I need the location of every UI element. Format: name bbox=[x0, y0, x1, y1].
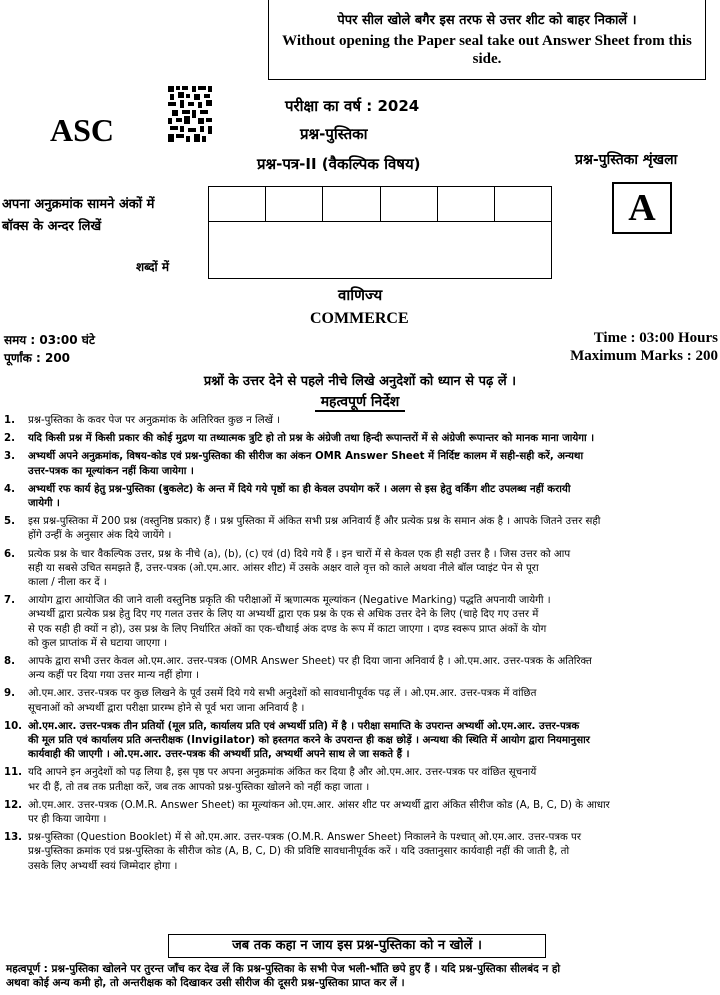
roll-number-digit-boxes[interactable] bbox=[208, 186, 552, 222]
roll-digit-box[interactable] bbox=[266, 187, 323, 221]
instruction-item bbox=[4, 414, 720, 428]
instruction-number: 9. bbox=[4, 688, 15, 700]
instructions-heading-wrap bbox=[0, 391, 720, 411]
time-marks-english bbox=[570, 329, 718, 365]
instruction-item bbox=[4, 432, 720, 446]
do-not-open-box: जब तक कहा न जाय इस प्रश्न-पुस्तिका को न खोलें । bbox=[168, 934, 546, 958]
instruction-number: 5. bbox=[4, 516, 15, 528]
roll-digit-box[interactable] bbox=[209, 187, 266, 221]
time-marks-hindi bbox=[4, 331, 95, 367]
exam-code: ASC bbox=[50, 112, 115, 148]
instruction-number: 1. bbox=[4, 415, 15, 426]
instruction-text: ओ.एम.आर. उत्तर-पत्रक तीन प्रतियों (मूल प्रति, कार्यालय प्रति एवं अभ्यर्थी प्रति) में है । परीक्षा समाप्ति के उपरान्त अभ्यर्थी ओ.एम.आर. उत्तर-पत्रक की मूल प्रति एवं कार्यालय प्रति अन्तरीक्षक (Invigilator) को हस्तगत करने के उपरान्त ही कक्ष छोड़ें । अन्यथा की स्थिति में आयोग द्वारा नियमानुसार कार्यवाही की जाएगी । ओ.एम.आर. उत्तर-पत्रक की अभ्यर्थी प्रति, अभ्यर्थी अपने साथ ले जा सकते हैं । bbox=[28, 720, 590, 761]
instruction-number: 8. bbox=[4, 656, 15, 668]
roll-digit-box[interactable] bbox=[495, 187, 551, 221]
instruction-text: यदि आपने इन अनुदेशों को पढ़ लिया है, इस पृष्ठ पर अपना अनुक्रमांक अंकित कर दिया है और ओ.एम.आर. उत्तर-पत्रक पर वांछित सूचनायें भर दी हैं, तो तब तक प्रतीक्षा करें, जब तक आपको प्रश्न-पुस्तिका खोलने को नहीं कहा जाता । bbox=[28, 767, 537, 793]
instructions-list bbox=[4, 414, 720, 878]
instruction-text: यदि किसी प्रश्न में किसी प्रकार की कोई मुद्रण या तथ्यात्मक त्रुटि हो तो प्रश्न के अंग्रेजी तथा हिन्दी रूपान्तरों में से अंग्रेजी रूपान्तर को मानक माना जायेगा । bbox=[28, 433, 595, 445]
seal-note-hindi: पेपर सील खोले बगैर इस तरफ से उत्तर शीट को बाहर निकालें । bbox=[337, 13, 637, 28]
roll-digit-box[interactable] bbox=[438, 187, 495, 221]
instruction-number: 3. bbox=[4, 451, 15, 463]
booklet-title: प्रश्न-पुस्तिका bbox=[300, 125, 368, 143]
instruction-text: प्रश्न-पुस्तिका के कवर पेज पर अनुक्रमांक के अतिरिक्त कुछ न लिखें । bbox=[28, 415, 281, 426]
instruction-number: 6. bbox=[4, 548, 15, 560]
instruction-text: आयोग द्वारा आयोजित की जाने वाली वस्तुनिष्ठ प्रकृति की परीक्षाओं में ऋणात्मक मूल्यांकन (Negative Marking) पद्धति अपनायी जायेगी । अभ्यर्थी द्वारा प्रत्येक प्रश्न हेतु दिए गए गलत उत्तर के लिए या अभ्यर्थी द्वारा एक प्रश्न के एक से अधिक उत्तर देने के लिए (चाहे दिए गए उत्तर में से एक सही ही क्यों न हो), उस प्रश्न के लिए निर्धारित अंकों का एक-चौथाई अंक दण्ड के रूप में काटा जाएगा । दण्ड स्वरूप प्राप्त अंकों के योग को कुल प्राप्तांक में से घटाया जाएगा । bbox=[28, 595, 551, 649]
series-label: प्रश्न-पुस्तिका शृंखला bbox=[575, 152, 678, 168]
instruction-text: ओ.एम.आर. उत्तर-पत्रक पर कुछ लिखने के पूर्व उसमें दिये गये सभी अनुदेशों को सावधानीपूर्वक पढ़ लें । ओ.एम.आर. उत्तर-पत्रक में वांछित सूचनाओं को अभ्यर्थी द्वारा परीक्षा प्रारम्भ होने से पूर्व भरा जाना अनिवार्य है । bbox=[28, 688, 537, 714]
instruction-item bbox=[4, 655, 720, 683]
instruction-item bbox=[4, 799, 720, 827]
footer-important-note: महत्वपूर्ण : प्रश्न-पुस्तिका खोलने पर तुरन्त जाँच कर देख लें कि प्रश्न-पुस्तिका के सभी पेज भली-भाँति छपे हुए हैं । यदि प्रश्न-पुस्तिका सीलबंद न हो अथवा कोई अन्य कमी हो, तो अन्तरीक्षक को दिखाकर उसी सीरीज की दूसरी प्रश्न-पुस्तिका प्राप्त कर लें । bbox=[6, 963, 561, 989]
instruction-text: ओ.एम.आर. उत्तर-पत्रक (O.M.R. Answer Sheet) का मूल्यांकन ओ.एम.आर. आंसर शीट पर अभ्यर्थी द्वारा अंकित सीरीज कोड (A, B, C, D) के आधार पर ही किया जायेगा । bbox=[28, 799, 610, 826]
roll-number-label bbox=[2, 194, 154, 238]
read-instructions-note: प्रश्नों के उत्तर देने से पहले नीचे लिखे अनुदेशों को ध्यान से पढ़ लें । bbox=[203, 374, 517, 389]
seal-note-box bbox=[268, 0, 706, 80]
roll-digit-box[interactable] bbox=[323, 187, 380, 221]
roll-number-label-line1: अपना अनुक्रमांक सामने अंकों में bbox=[2, 197, 155, 212]
instructions-heading: महत्वपूर्ण निर्देश bbox=[315, 394, 406, 412]
instruction-text: प्रत्येक प्रश्न के चार वैकल्पिक उत्तर, प्रश्न के नीचे (a), (b), (c) एवं (d) दिये गये हैं । इन चारों में से केवल एक ही सही उत्तर है । जिस उत्तर को आप सही या सबसे उचित समझते हैं, उत्तर-पत्रक (ओ.एम.आर. आंसर शीट) में उसके अक्षर वाले वृत्त को काले अथवा नीले बॉल प्वाइंट पेन से पूरा काला / नीला कर दें । bbox=[28, 548, 571, 589]
exam-year: परीक्षा का वर्ष : 2024 bbox=[285, 97, 420, 115]
instruction-item bbox=[4, 515, 720, 543]
subject-hindi: वाणिज्य bbox=[338, 286, 383, 304]
seal-note-english: Without opening the Paper seal take out Answer Sheet from this side. bbox=[282, 33, 692, 67]
instruction-item bbox=[4, 450, 720, 478]
instruction-number: 12. bbox=[4, 799, 23, 811]
instruction-item bbox=[4, 687, 720, 715]
instruction-text: इस प्रश्न-पुस्तिका में 200 प्रश्न (वस्तुनिष्ठ प्रकार) हैं । प्रश्न पुस्तिका में अंकित सभी प्रश्न अनिवार्य हैं और प्रत्येक प्रश्न के समान अंक है । आपके जितने उत्तर सही होंगे उन्हीं के अनुसार अंक दिये जायेंगे । bbox=[28, 516, 601, 542]
instruction-text: प्रश्न-पुस्तिका (Question Booklet) में से ओ.एम.आर. उत्तर-पत्रक (O.M.R. Answer Sheet) निकालने के पश्चात् ओ.एम.आर. उत्तर-पत्रक पर प्रश्न-पुस्तिका क्रमांक एवं प्रश्न-पुस्तिका के सीरीज कोड (A, B, C, D) की प्रविष्टि सावधानीपूर्वक करें । यदि उक्तानुसार कार्यवाही नहीं की जाती है, तो उसके लिए अभ्यर्थी स्वयं जिम्मेदार होगा । bbox=[28, 832, 581, 872]
series-box: A bbox=[612, 182, 672, 234]
instruction-number: 10. bbox=[4, 720, 23, 732]
marks-english: Maximum Marks : 200 bbox=[570, 348, 718, 364]
instruction-text: अभ्यर्थी रफ कार्य हेतु प्रश्न-पुस्तिका (बुकलेट) के अन्त में दिये गये पृष्ठों का ही केवल उपयोग करें । अलग से इस हेतु वर्किंग शीट उपलब्ध नहीं करायी जायेगी । bbox=[28, 483, 571, 510]
instruction-item bbox=[4, 831, 720, 874]
instruction-text: आपके द्वारा सभी उत्तर केवल ओ.एम.आर. उत्तर-पत्रक (OMR Answer Sheet) पर ही दिया जाना अनिवार्य है । ओ.एम.आर. उत्तर-पत्रक के अतिरिक्त अन्य कहीं पर दिया गया उत्तर मान्य नहीं होगा । bbox=[28, 656, 592, 682]
marks-hindi: पूर्णांक : 200 bbox=[4, 351, 71, 365]
instruction-number: 11. bbox=[4, 767, 23, 779]
roll-digit-box[interactable] bbox=[381, 187, 438, 221]
instruction-item bbox=[4, 720, 720, 763]
time-english: Time : 03:00 Hours bbox=[593, 330, 718, 346]
time-hindi: समय : 03:00 घंटे bbox=[4, 333, 95, 347]
instruction-number: 4. bbox=[4, 483, 15, 495]
instruction-text: अभ्यर्थी अपने अनुक्रमांक, विषय-कोड एवं प्रश्न-पुस्तिका की सीरीज का अंकन OMR Answer Sheet में निर्दिष्ट कालम में सही-सही करें, अन्यथा उत्तर-पत्रक का मूल्यांकन नहीं किया जायेगा । bbox=[28, 451, 584, 477]
instruction-number: 7. bbox=[4, 595, 15, 607]
roll-number-words-label: शब्दों में bbox=[136, 260, 169, 274]
instruction-item bbox=[4, 594, 720, 651]
subject-english: COMMERCE bbox=[310, 310, 409, 327]
roll-number-words-box[interactable] bbox=[208, 221, 552, 279]
instruction-number: 13. bbox=[4, 832, 23, 844]
qr-code-icon bbox=[168, 86, 212, 142]
instruction-number: 2. bbox=[4, 433, 15, 445]
roll-number-label-line2: बॉक्स के अन्दर लिखें bbox=[2, 219, 102, 234]
paper-title: प्रश्न-पत्र-II (वैकल्पिक विषय) bbox=[257, 155, 421, 173]
instruction-item bbox=[4, 483, 720, 511]
instruction-item bbox=[4, 766, 720, 794]
instruction-item bbox=[4, 548, 720, 591]
